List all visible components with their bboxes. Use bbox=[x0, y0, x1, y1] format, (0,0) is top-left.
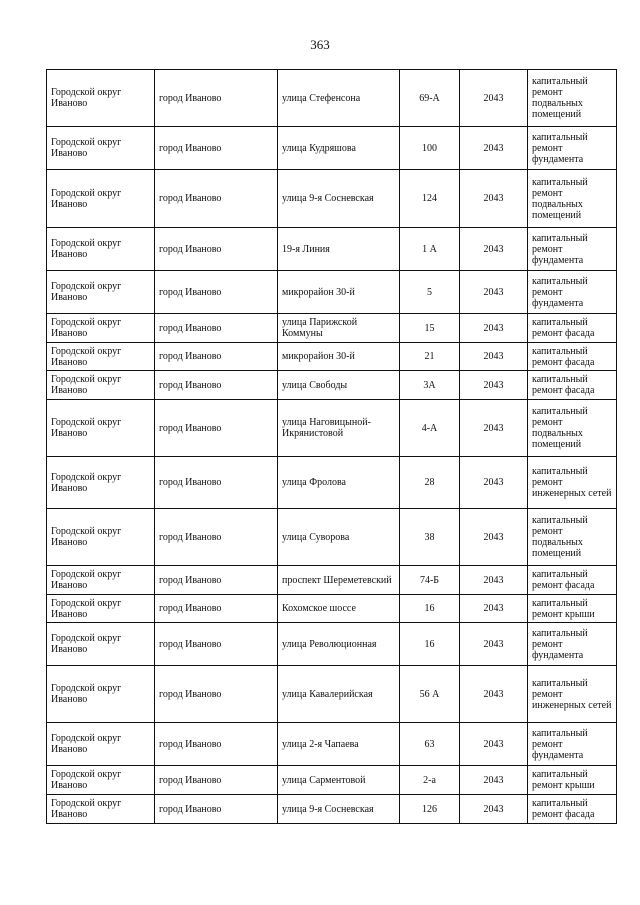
cell-municipality: Городской округ Иваново bbox=[47, 271, 155, 314]
cell-street: проспект Шереметевский bbox=[278, 566, 400, 595]
cell-house-number: 100 bbox=[400, 127, 460, 170]
cell-house-number: 28 bbox=[400, 457, 460, 509]
cell-settlement: город Иваново bbox=[155, 766, 278, 795]
cell-settlement: город Иваново bbox=[155, 170, 278, 228]
cell-settlement: город Иваново bbox=[155, 795, 278, 824]
cell-municipality: Городской округ Иваново bbox=[47, 70, 155, 127]
cell-street: улица Суворова bbox=[278, 509, 400, 566]
cell-municipality: Городской округ Иваново bbox=[47, 170, 155, 228]
cell-house-number: 15 bbox=[400, 314, 460, 343]
table-row bbox=[47, 127, 617, 170]
cell-municipality: Городской округ Иваново bbox=[47, 666, 155, 723]
table-row bbox=[47, 666, 617, 723]
cell-municipality: Городской округ Иваново bbox=[47, 566, 155, 595]
cell-work-type: капитальный ремонт фасада bbox=[528, 795, 617, 824]
cell-work-type: капитальный ремонт подвальных помещений bbox=[528, 70, 617, 127]
repair-schedule-table bbox=[46, 69, 617, 824]
cell-year: 2043 bbox=[460, 457, 528, 509]
cell-street: улица Кавалерийская bbox=[278, 666, 400, 723]
cell-street: улица Кудряшова bbox=[278, 127, 400, 170]
cell-municipality: Городской округ Иваново bbox=[47, 127, 155, 170]
table-row bbox=[47, 170, 617, 228]
cell-work-type: капитальный ремонт фундамента bbox=[528, 228, 617, 271]
cell-year: 2043 bbox=[460, 170, 528, 228]
table-row bbox=[47, 595, 617, 623]
cell-work-type: капитальный ремонт фасада bbox=[528, 566, 617, 595]
cell-work-type: капитальный ремонт фасада bbox=[528, 343, 617, 371]
table-row bbox=[47, 400, 617, 457]
cell-street: микрорайон 30-й bbox=[278, 343, 400, 371]
cell-street: улица 9-я Сосневская bbox=[278, 795, 400, 824]
cell-house-number: 5 bbox=[400, 271, 460, 314]
cell-settlement: город Иваново bbox=[155, 228, 278, 271]
cell-year: 2043 bbox=[460, 271, 528, 314]
cell-settlement: город Иваново bbox=[155, 623, 278, 666]
cell-year: 2043 bbox=[460, 314, 528, 343]
cell-work-type: капитальный ремонт фундамента bbox=[528, 127, 617, 170]
cell-year: 2043 bbox=[460, 723, 528, 766]
cell-work-type: капитальный ремонт фундамента bbox=[528, 723, 617, 766]
cell-house-number: 38 bbox=[400, 509, 460, 566]
table-body bbox=[47, 70, 617, 824]
cell-work-type: капитальный ремонт фундамента bbox=[528, 271, 617, 314]
table-row bbox=[47, 371, 617, 400]
cell-street: микрорайон 30-й bbox=[278, 271, 400, 314]
cell-settlement: город Иваново bbox=[155, 457, 278, 509]
table-row bbox=[47, 509, 617, 566]
cell-house-number: 69-А bbox=[400, 70, 460, 127]
cell-street: улица Наговицыной-Икрянистовой bbox=[278, 400, 400, 457]
table-row bbox=[47, 314, 617, 343]
cell-year: 2043 bbox=[460, 371, 528, 400]
cell-municipality: Городской округ Иваново bbox=[47, 623, 155, 666]
cell-street: Кохомское шоссе bbox=[278, 595, 400, 623]
cell-year: 2043 bbox=[460, 400, 528, 457]
cell-settlement: город Иваново bbox=[155, 271, 278, 314]
cell-street: улица Фролова bbox=[278, 457, 400, 509]
cell-street: улица Свободы bbox=[278, 371, 400, 400]
cell-year: 2043 bbox=[460, 343, 528, 371]
cell-settlement: город Иваново bbox=[155, 566, 278, 595]
cell-municipality: Городской округ Иваново bbox=[47, 457, 155, 509]
cell-house-number: 2-а bbox=[400, 766, 460, 795]
cell-settlement: город Иваново bbox=[155, 314, 278, 343]
cell-work-type: капитальный ремонт крыши bbox=[528, 766, 617, 795]
table-row bbox=[47, 70, 617, 127]
cell-year: 2043 bbox=[460, 127, 528, 170]
cell-street: улица Парижской Коммуны bbox=[278, 314, 400, 343]
cell-work-type: капитальный ремонт фундамента bbox=[528, 623, 617, 666]
cell-work-type: капитальный ремонт крыши bbox=[528, 595, 617, 623]
cell-house-number: 16 bbox=[400, 623, 460, 666]
cell-year: 2043 bbox=[460, 509, 528, 566]
cell-settlement: город Иваново bbox=[155, 70, 278, 127]
cell-settlement: город Иваново bbox=[155, 343, 278, 371]
cell-year: 2043 bbox=[460, 595, 528, 623]
cell-street: улица Революционная bbox=[278, 623, 400, 666]
cell-municipality: Городской округ Иваново bbox=[47, 371, 155, 400]
table-row bbox=[47, 228, 617, 271]
cell-work-type: капитальный ремонт подвальных помещений bbox=[528, 170, 617, 228]
cell-work-type: капитальный ремонт фасада bbox=[528, 371, 617, 400]
table-row bbox=[47, 343, 617, 371]
cell-settlement: город Иваново bbox=[155, 127, 278, 170]
cell-year: 2043 bbox=[460, 566, 528, 595]
cell-settlement: город Иваново bbox=[155, 666, 278, 723]
cell-house-number: 124 bbox=[400, 170, 460, 228]
cell-year: 2043 bbox=[460, 795, 528, 824]
cell-year: 2043 bbox=[460, 70, 528, 127]
table-row bbox=[47, 795, 617, 824]
cell-street: улица 2-я Чапаева bbox=[278, 723, 400, 766]
table-row bbox=[47, 766, 617, 795]
cell-year: 2043 bbox=[460, 623, 528, 666]
cell-municipality: Городской округ Иваново bbox=[47, 228, 155, 271]
cell-settlement: город Иваново bbox=[155, 371, 278, 400]
cell-house-number: 16 bbox=[400, 595, 460, 623]
cell-street: улица Стефенсона bbox=[278, 70, 400, 127]
cell-house-number: 74-Б bbox=[400, 566, 460, 595]
cell-municipality: Городской округ Иваново bbox=[47, 343, 155, 371]
cell-work-type: капитальный ремонт подвальных помещений bbox=[528, 509, 617, 566]
cell-municipality: Городской округ Иваново bbox=[47, 509, 155, 566]
cell-year: 2043 bbox=[460, 228, 528, 271]
cell-municipality: Городской округ Иваново bbox=[47, 595, 155, 623]
cell-settlement: город Иваново bbox=[155, 723, 278, 766]
cell-settlement: город Иваново bbox=[155, 595, 278, 623]
cell-street: улица Сарментовой bbox=[278, 766, 400, 795]
cell-house-number: 56 А bbox=[400, 666, 460, 723]
cell-house-number: 63 bbox=[400, 723, 460, 766]
cell-settlement: город Иваново bbox=[155, 509, 278, 566]
cell-municipality: Городской округ Иваново bbox=[47, 723, 155, 766]
cell-settlement: город Иваново bbox=[155, 400, 278, 457]
cell-street: улица 9-я Сосневская bbox=[278, 170, 400, 228]
cell-work-type: капитальный ремонт инженерных сетей bbox=[528, 457, 617, 509]
cell-year: 2043 bbox=[460, 766, 528, 795]
table-row bbox=[47, 566, 617, 595]
cell-municipality: Городской округ Иваново bbox=[47, 766, 155, 795]
cell-house-number: 3А bbox=[400, 371, 460, 400]
cell-municipality: Городской округ Иваново bbox=[47, 314, 155, 343]
cell-house-number: 4-А bbox=[400, 400, 460, 457]
cell-municipality: Городской округ Иваново bbox=[47, 795, 155, 824]
table-row bbox=[47, 271, 617, 314]
table-row bbox=[47, 457, 617, 509]
cell-house-number: 21 bbox=[400, 343, 460, 371]
table-row bbox=[47, 623, 617, 666]
cell-work-type: капитальный ремонт подвальных помещений bbox=[528, 400, 617, 457]
cell-year: 2043 bbox=[460, 666, 528, 723]
cell-work-type: капитальный ремонт фасада bbox=[528, 314, 617, 343]
cell-street: 19-я Линия bbox=[278, 228, 400, 271]
cell-house-number: 1 А bbox=[400, 228, 460, 271]
page-number: 363 bbox=[310, 37, 330, 52]
table-row bbox=[47, 723, 617, 766]
cell-work-type: капитальный ремонт инженерных сетей bbox=[528, 666, 617, 723]
cell-municipality: Городской округ Иваново bbox=[47, 400, 155, 457]
cell-house-number: 126 bbox=[400, 795, 460, 824]
